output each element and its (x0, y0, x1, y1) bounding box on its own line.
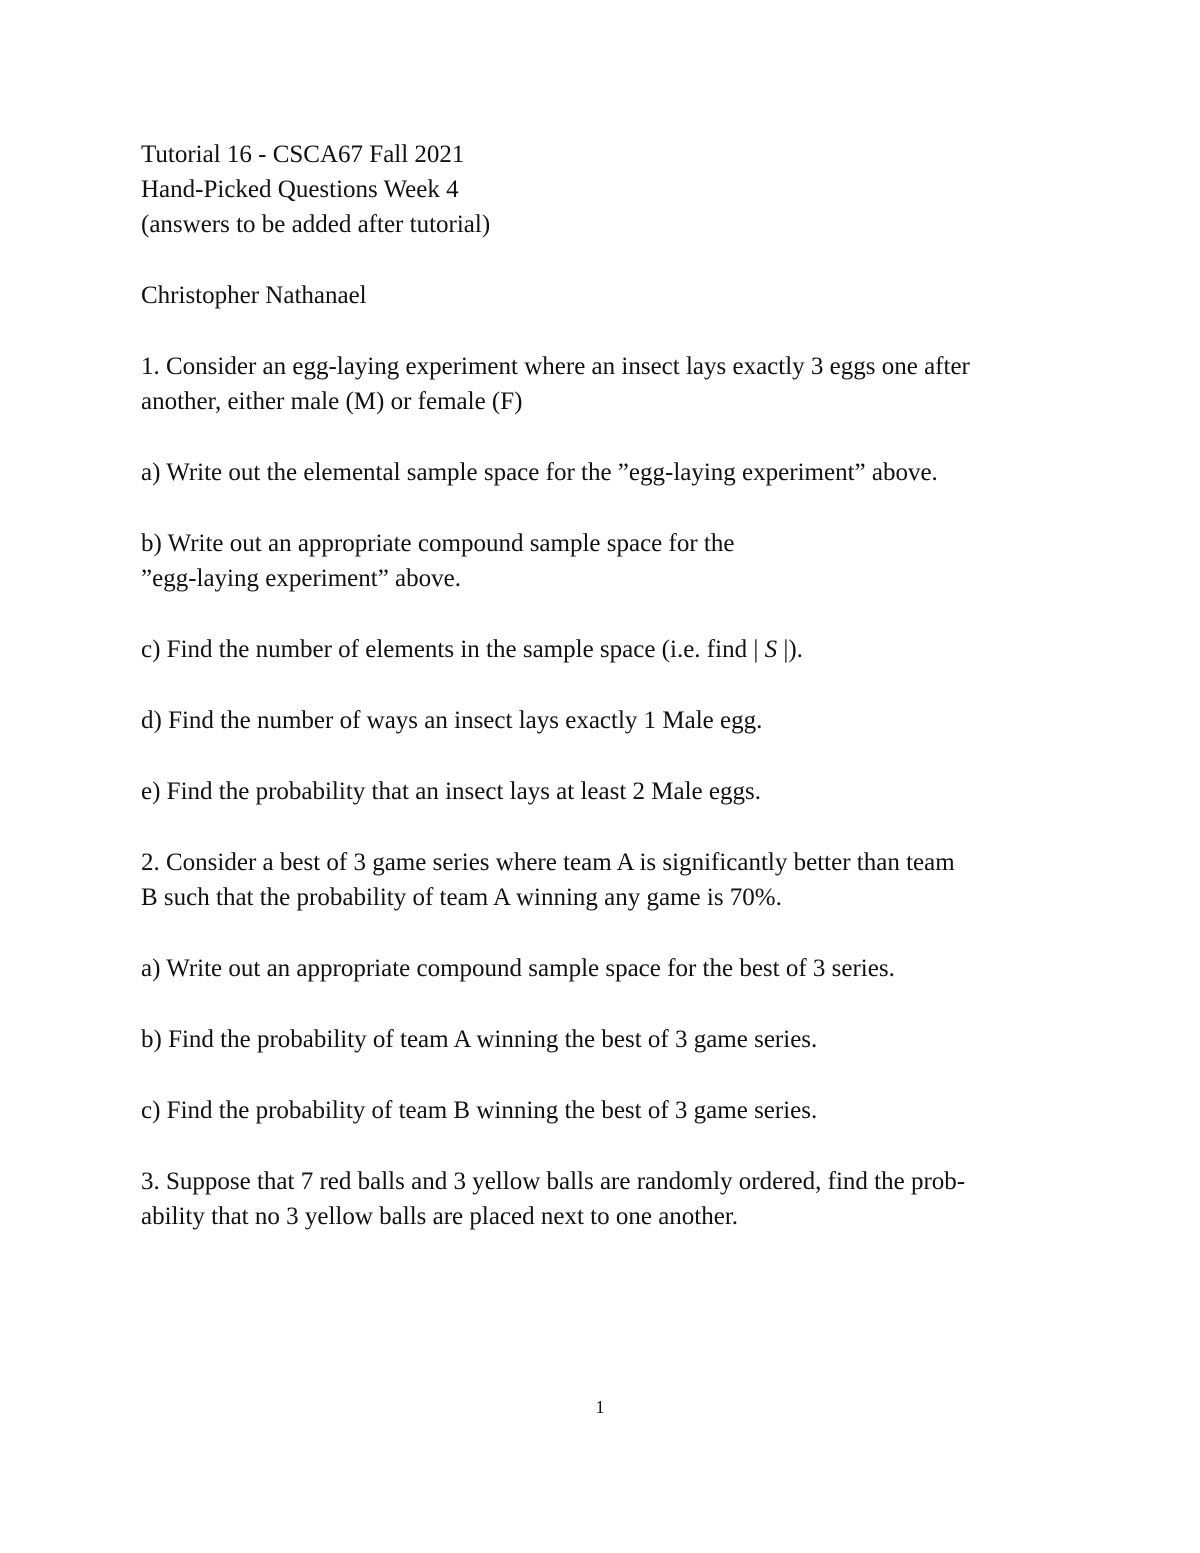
paragraph-gap (141, 986, 1071, 1022)
paragraph-gap (141, 419, 1071, 455)
question-3-intro-line-2: ability that no 3 yellow balls are placed next to one another. (141, 1203, 739, 1230)
author-name: Christopher Nathanael (141, 282, 367, 309)
paragraph-gap (141, 596, 1071, 632)
question-1-part-b-line-1: b) Write out an appropriate compound sample space for the (141, 530, 735, 557)
question-1-part-e: e) Find the probability that an insect lays at least 2 Male eggs. (141, 778, 761, 805)
page-number: 1 (595, 1397, 605, 1417)
document-body (141, 137, 1071, 1234)
question-2-intro-line-2: B such that the probability of team A winning any game is 70%. (141, 884, 782, 911)
paragraph-gap (141, 1128, 1071, 1164)
paragraph-gap (141, 915, 1071, 951)
paragraph-gap (141, 1057, 1071, 1093)
question-2-part-a: a) Write out an appropriate compound sample space for the best of 3 series. (141, 955, 895, 982)
sample-space-symbol: S (764, 636, 778, 663)
paragraph-gap (141, 667, 1071, 703)
document-title: Tutorial 16 - CSCA67 Fall 2021 (141, 141, 465, 168)
paragraph-gap (141, 490, 1071, 526)
paragraph-gap (141, 313, 1071, 349)
question-1-part-c (141, 632, 1071, 667)
question-2-intro-line-1: 2. Consider a best of 3 game series where team A is significantly better than team (141, 849, 955, 876)
paragraph-gap (141, 809, 1071, 845)
question-1-intro-line-2: another, either male (M) or female (F) (141, 388, 523, 415)
paragraph-gap (141, 738, 1071, 774)
question-1-part-c-suffix: |). (777, 636, 803, 663)
question-2-part-c: c) Find the probability of team B winning the best of 3 game series. (141, 1097, 818, 1124)
document-note: (answers to be added after tutorial) (141, 211, 491, 238)
question-1-part-b-line-2: ”egg-laying experiment” above. (141, 565, 461, 592)
question-1-part-a: a) Write out the elemental sample space for the ”egg-laying experiment” above. (141, 459, 938, 486)
question-1-part-d: d) Find the number of ways an insect lays exactly 1 Male egg. (141, 707, 763, 734)
document-subtitle: Hand-Picked Questions Week 4 (141, 176, 459, 203)
question-3-intro-line-1: 3. Suppose that 7 red balls and 3 yellow balls are randomly ordered, find the prob- (141, 1168, 966, 1195)
paragraph-gap (141, 242, 1071, 278)
question-1-part-c-prefix: c) Find the number of elements in the sample space (i.e. find | (141, 636, 765, 663)
question-1-intro-line-1: 1. Consider an egg-laying experiment where an insect lays exactly 3 eggs one after (141, 353, 970, 380)
question-2-part-b: b) Find the probability of team A winning the best of 3 game series. (141, 1026, 818, 1053)
